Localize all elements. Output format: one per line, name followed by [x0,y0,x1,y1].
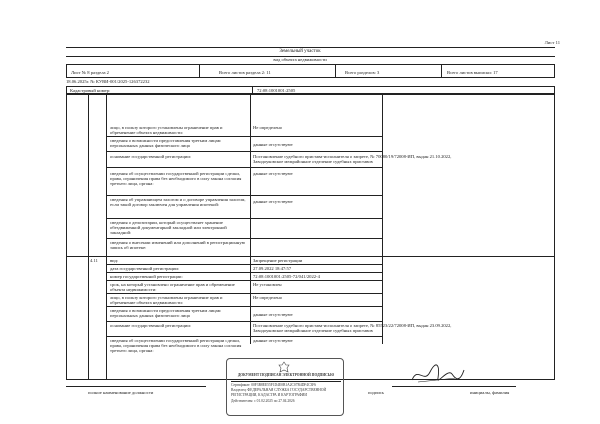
row-value: данные отсутствуют [253,142,293,147]
row-value: данные отсутствуют [253,171,293,176]
stamp-owner2: РЕГИСТРАЦИИ, КАДАСТРА И КАРТОГРАФИИ [231,393,307,397]
row-label: лицо, в пользу которого установлены ограничение прав и обременение объекта недвижимости: [110,125,223,136]
cadastral-row [66,86,555,94]
entry-label: номер государственной регистрации: [110,274,183,279]
entry-label: дата государственной регистрации: [110,266,180,271]
stamp-valid: Действителен: с 01.02.2025 по 27.04.2026 [231,399,295,403]
cadastral-label: Кадастровый номер: [70,88,111,93]
name-label: инициалы, фамилия [470,390,510,395]
cadastral-value: 72:08:1001001:2505 [257,88,296,93]
entry-label: основание государственной регистрации: [110,323,192,328]
stamp-title: ДОКУМЕНТ ПОДПИСАН ЭЛЕКТРОННОЙ ПОДПИСЬЮ [237,373,335,377]
entry-value: Не установлен [253,282,282,287]
sheet-label: Лист 11 [544,40,560,45]
entry-value: 72:08:1001001:2505-72/041/2022-4 [253,274,320,279]
total-sheets-section: Всего листов раздела 2: 11 [219,70,271,75]
entry-value: Постановление судебного пристава-исполнителя о запрете, № 85523/22/72008-ИП, выдан 23.09.2022, Заводоуковское межрайонное отделение судебных приставов [253,323,452,334]
total-sheets-extract: Всего листов выписки: 17 [447,70,498,75]
row-label: сведения о возможности предоставления третьим лицам персональных данных физического лица [110,138,221,149]
divider [66,47,555,48]
entry-value: Запрещение регистрации [253,258,303,263]
row-value: Не определено [253,125,282,130]
electronic-signature-stamp [226,358,344,416]
entry-label: вид: [110,258,119,263]
section-info-table [66,64,555,78]
object-type: Земельный участок [279,49,321,54]
stamp-cert: Сертификат: 00F3B8EE55F1D4E0B1A2C07B4DF4C3F6 [231,383,317,387]
object-subtitle: вид объекта недвижимости [273,57,327,62]
entry-label: срок, на который установлено ограничение прав и обременение объекта недвижимости: [110,282,235,293]
row-label: сведения об управляющем залогом и о договоре управления залогом, если такой договор заключен для управления ипотекой: [110,197,246,208]
entry-value: данные отсутствуют [253,312,293,317]
entry-number: 4.11 [90,258,98,263]
handwritten-signature-icon [408,362,468,388]
row-value: Постановление судебного пристава-исполнителя о запрете, № 70080/19/72008-ИП, выдан 21.10.2022, Заводоуковское межрайонное отделение судебных приставов [253,154,452,165]
row-label: основание государственной регистрации: [110,154,192,159]
row-label: сведения о депозитарии, который осуществляет хранение обездвиженной документарной закладной или электронной закладной: [110,220,227,236]
entry-label: сведения о возможности предоставления третьим лицам персональных данных физического лица [110,308,221,319]
entry-value: 27.09.2022 18:47:57 [253,266,292,271]
total-sections: Всего разделов: 3 [345,70,380,75]
signature-label: подпись [368,390,385,395]
entry-label: лицо, в пользу которого установлены ограничение прав и обременение объекта недвижимости: [110,295,223,306]
row-value: данные отсутствуют [253,199,293,204]
emblem-icon [277,361,291,373]
row-label: сведения об осуществлении государственной регистрации сделки, права, ограничения права без необходимого в силу закона согласия третьего лица, органа: [110,171,242,187]
section-sheet: Лист № 8 раздела 2 [71,70,109,75]
stamp-owner: Владелец: ФЕДЕРАЛЬНАЯ СЛУЖБА ГОСУДАРСТВЕННОЙ [231,388,327,392]
entry-value: данные отсутствуют [253,338,293,343]
position-label: полное наименование должности [88,390,154,395]
entry-value: Не определено [253,295,282,300]
date-number: 18.06.2025г. № КУВИ-001/2025-126372232 [66,79,150,84]
entry-label: сведения об осуществлении государственной регистрации сделки, права, ограничения права без необходимого в силу закона согласия третьего лица, органа: [110,338,242,354]
row-label: сведения о внесении изменений или дополнений в регистрационную запись об ипотеке: [110,240,246,251]
